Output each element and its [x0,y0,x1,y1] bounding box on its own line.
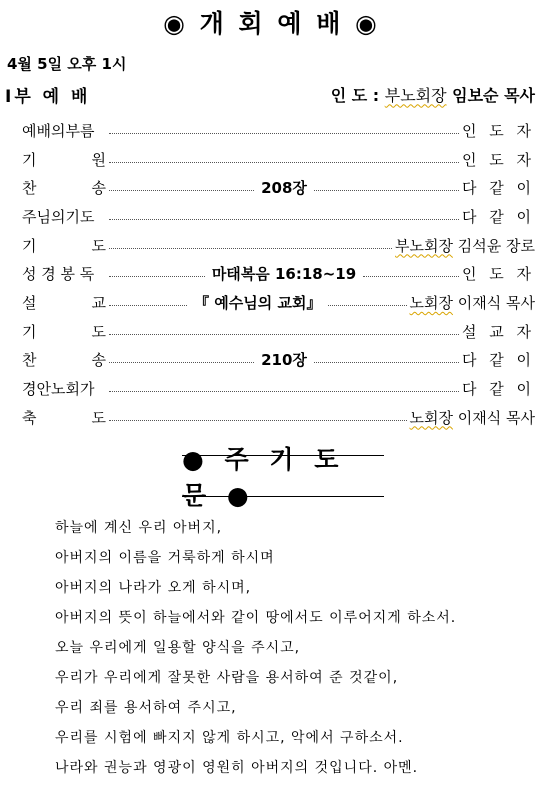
dot-leader [109,190,254,191]
label-char: 기 [22,150,37,169]
order-row [22,259,535,288]
order-row [22,288,535,317]
label-char: 원 [91,150,106,169]
order-item-person [410,292,535,313]
order-row [22,173,535,202]
leader-role: 부노회장 [384,85,447,105]
order-item-label [22,292,106,313]
dot-leader [109,133,459,134]
dot-leader [328,305,406,306]
order-item-person: 다 같 이 [462,351,536,370]
order-item-person: 다 같 이 [461,207,535,226]
order-row [22,231,535,260]
prayer-line: 우리 죄를 용서하여 주시고, [55,700,237,716]
label-char: 찬 [22,179,37,198]
order-row [22,403,535,432]
label-char: 송 [91,179,106,198]
order-item-label [22,321,106,342]
person-role: 부노회장 [395,236,453,255]
order-item-label: 성 경 봉 독 [22,265,95,284]
label-char: 도 [91,236,106,255]
label-char: 설 [22,293,37,312]
order-item-label [22,407,106,428]
order-item-person [395,235,535,256]
order-row [22,374,535,403]
part-title: Ⅰ부 예 배 [5,86,91,107]
prayer-line: 나라와 권능과 영광이 영원히 아버지의 것입니다. 아멘. [55,760,419,776]
order-row [22,116,535,145]
order-item-label: 경안노회가 [22,380,95,399]
leader-name: 임보순 목사 [452,85,535,105]
order-row [22,346,535,375]
order-item-person: 인 도 자 [461,121,535,140]
order-item-person: 인 도 자 [461,150,535,169]
order-of-service [22,116,535,432]
prayer-line: 우리가 우리에게 잘못한 사람을 용서하여 준 것같이, [55,670,399,686]
order-row [22,202,535,231]
service-datetime: 4월 5일 오후 1시 [7,55,127,73]
prayer-line: 우리를 시험에 빠지지 않게 하시고, 악에서 구하소서. [55,730,404,746]
order-item-label [22,349,106,370]
dot-leader [109,219,459,220]
person-name: 이재식 목사 [457,408,535,427]
prayer-line: 아버지의 나라가 오게 하시며, [55,580,252,596]
dot-leader [314,362,459,363]
label-char: 축 [22,408,37,427]
order-item-person: 설 교 자 [461,322,535,341]
order-item-person: 다 같 이 [461,380,535,399]
prayer-line: 아버지의 이름을 거룩하게 하시며 [55,550,275,566]
part-header [5,82,535,106]
order-item-label [22,149,106,170]
order-row [22,145,535,174]
order-item-detail: 『 예수님의 교회』 [194,293,322,312]
label-char: 기 [22,322,37,341]
label-char: 도 [91,408,106,427]
leader-label: 인 도 : [330,85,380,105]
dot-leader [109,334,459,335]
label-char: 송 [91,351,106,370]
lords-prayer-title: ● 주 기 도 문 ● [182,455,384,497]
person-name: 이재식 목사 [457,293,535,312]
order-item-detail: 208장 [261,179,307,198]
lords-prayer-text [55,517,535,787]
prayer-line: 오늘 우리에게 일용할 양식을 주시고, [55,640,301,656]
person-name: 김석윤 장로 [457,236,535,255]
order-item-person [410,407,535,428]
prayer-line: 아버지의 뜻이 하늘에서와 같이 땅에서도 이루어지게 하소서. [55,610,457,626]
order-item-label: 예배의부름 [22,121,95,140]
order-item-person: 인 도 자 [462,265,536,284]
dot-leader [314,190,459,191]
label-char: 기 [22,236,37,255]
dot-leader [109,162,459,163]
person-role: 노회장 [409,408,453,427]
label-char: 교 [91,293,106,312]
prayer-line: 하늘에 계신 우리 아버지, [55,520,223,536]
order-item-label [22,177,106,198]
part-leader [331,83,535,106]
order-item-detail: 마태복음 16:18~19 [211,265,357,284]
order-row [22,317,535,346]
order-item-person: 다 같 이 [462,179,536,198]
person-role: 노회장 [409,293,453,312]
dot-leader [109,362,254,363]
dot-leader [109,305,187,306]
dot-leader [109,391,459,392]
order-item-detail: 210장 [261,351,307,370]
order-item-label: 주님의기도 [22,207,95,226]
label-char: 도 [91,322,106,341]
order-item-label [22,235,106,256]
dot-leader [363,276,459,277]
dot-leader [109,276,205,277]
dot-leader [109,420,407,421]
label-char: 찬 [22,351,37,370]
page-title: ◉ 개 회 예 배 ◉ [163,9,380,38]
dot-leader [109,248,392,249]
